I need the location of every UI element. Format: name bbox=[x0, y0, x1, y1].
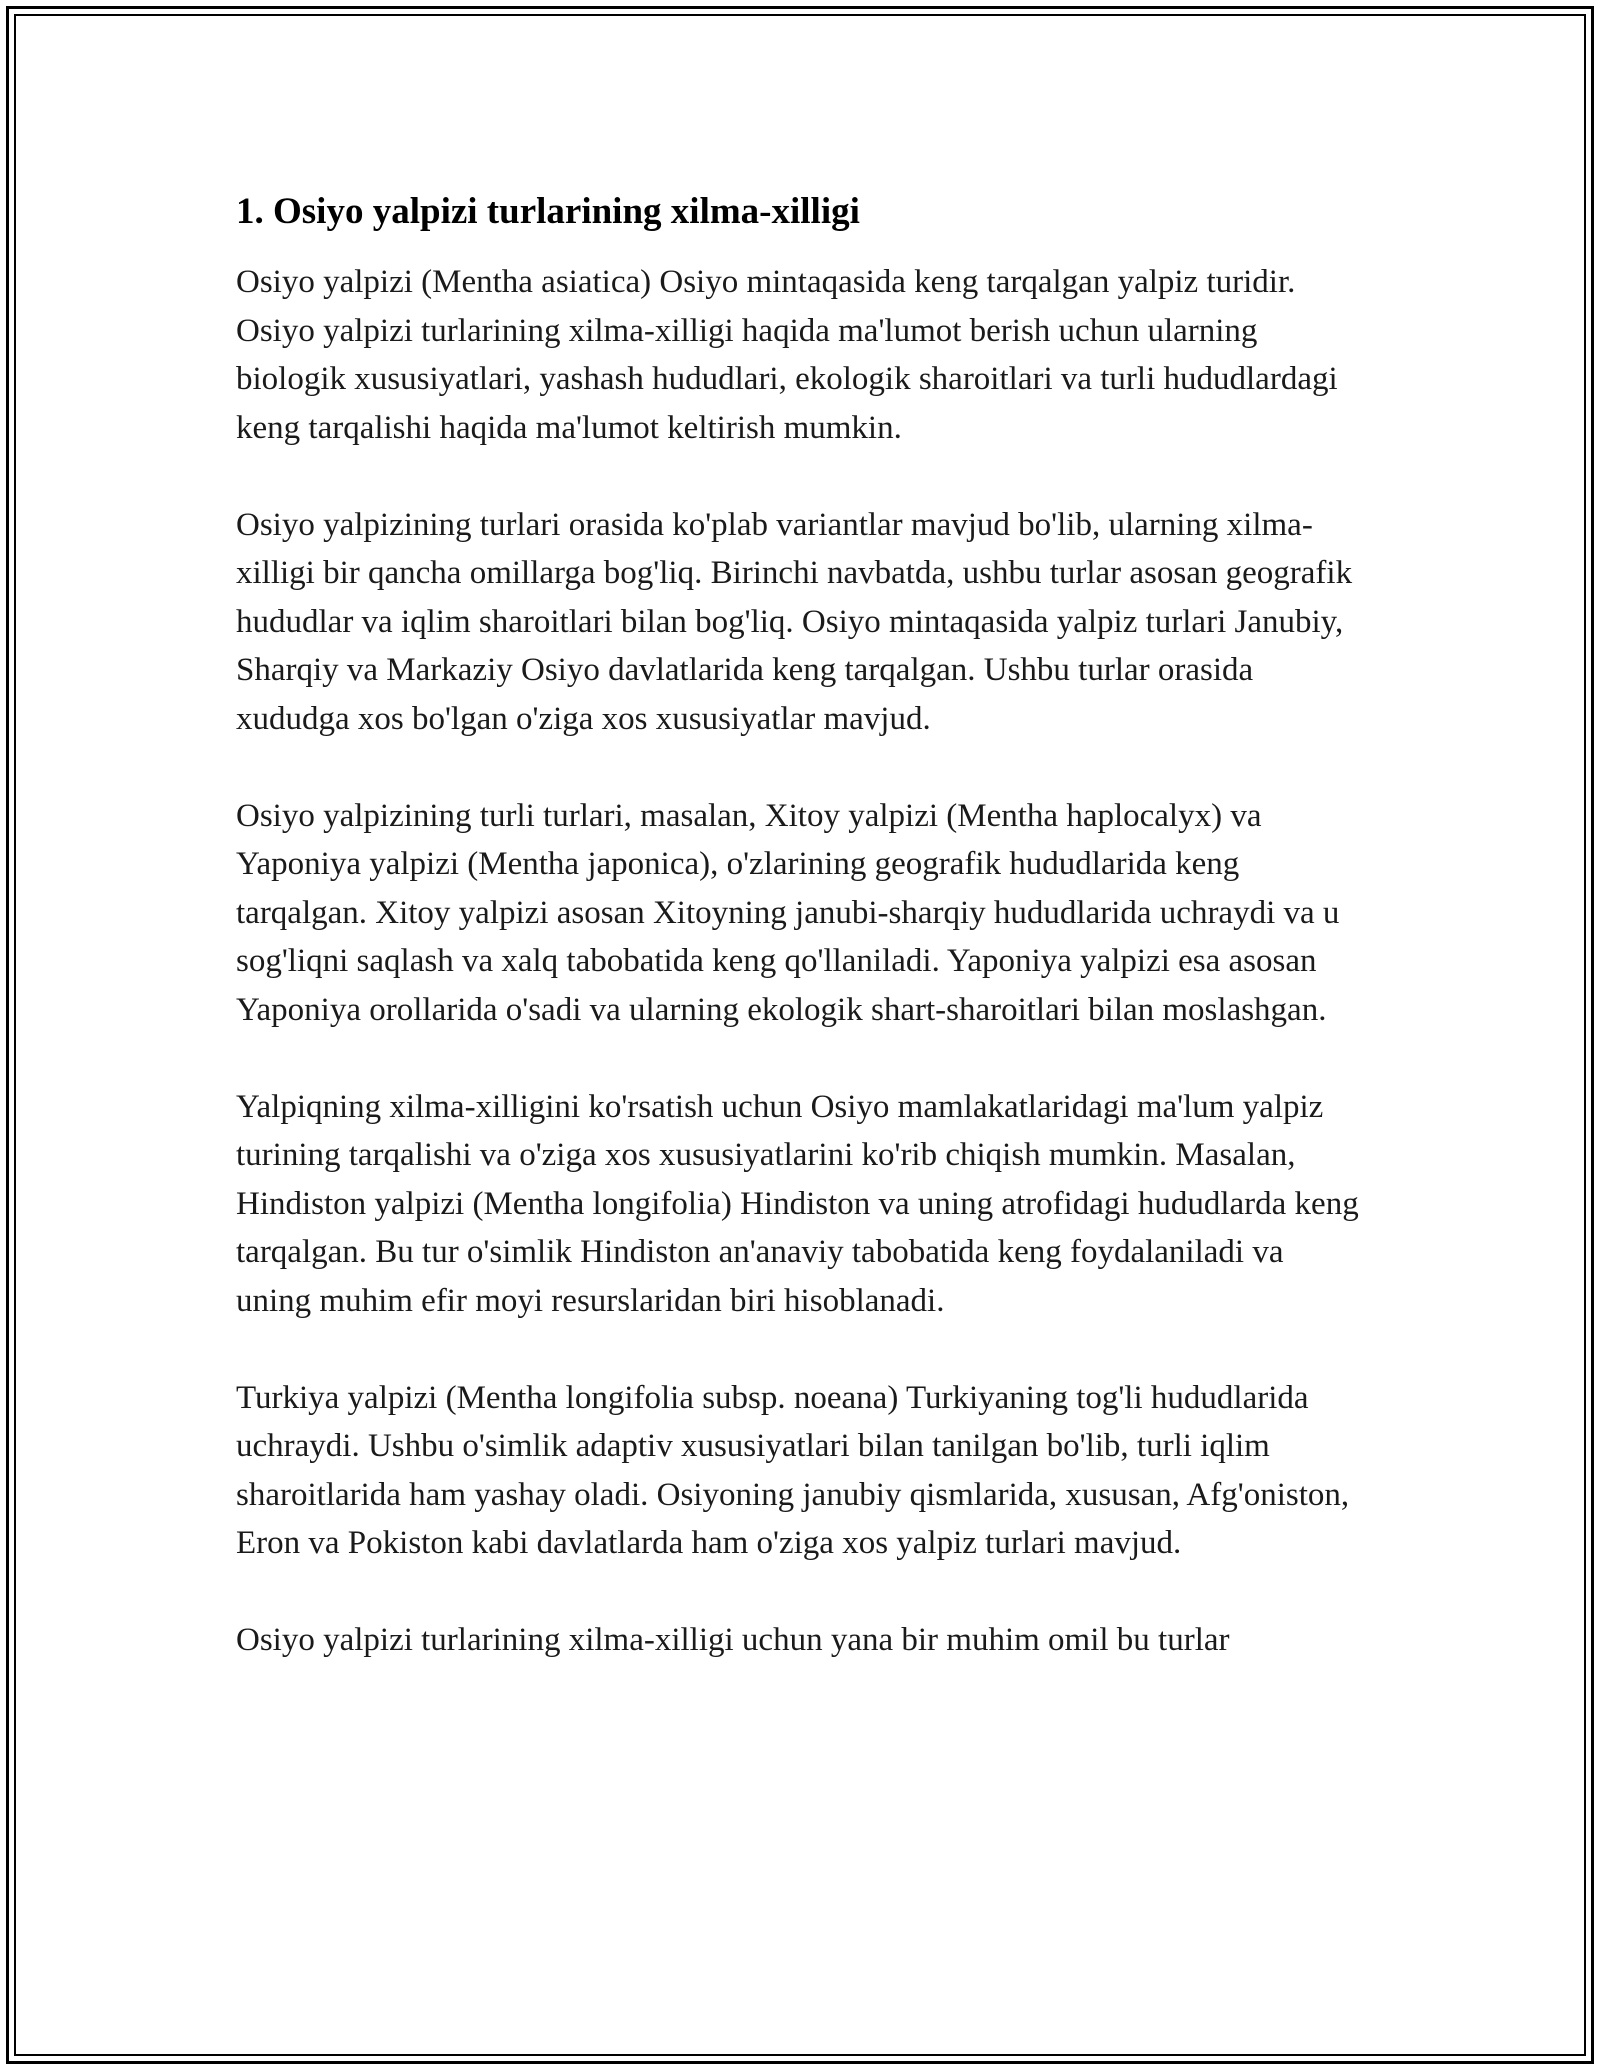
paragraph-4: Yalpiqning xilma-xilligini ko'rsatish uchun Osiyo mamlakatlaridagi ma'lum yalpiz turining tarqalishi va o'ziga xos xususiyatlarini ko'rib chiqish mumkin. Masalan, Hindiston yalpizi (Mentha longifolia) Hindiston va uning atrofidagi hududlarda keng tarqalgan. Bu tur o'simlik Hindiston an'anaviy tabobatida keng foydalaniladi va uning muhim efir moyi resurslaridan biri hisoblanadi. bbox=[236, 1088, 1359, 1319]
paragraph-1: Osiyo yalpizi (Mentha asiatica) Osiyo mintaqasida keng tarqalgan yalpiz turidir. Osiyo yalpizi turlarining xilma-xilligi haqida ma'lumot berish uchun ularning biologik xususiyatlari, yashash hududlari, ekologik sharoitlari va turli hududlardagi keng tarqalishi haqida ma'lumot keltirish mumkin. bbox=[236, 264, 1338, 446]
section-heading: 1. Osiyo yalpizi turlarining xilma-xilligi bbox=[236, 191, 860, 232]
paragraph-3: Osiyo yalpizining turli turlari, masalan, Xitoy yalpizi (Mentha haplocalyx) va Yaponiya yalpizi (Mentha japonica), o'zlarining geografik hududlarida keng tarqalgan. Xitoy yalpizi asosan Xitoyning janubi-sharqiy hududlarida uchraydi va u sog'liqni saqlash va xalq tabobatida keng qo'llaniladi. Yaponiya yalpizi esa asosan Yaponiya orollarida o'sadi va ularning ekologik shart-sharoitlari bilan moslashgan. bbox=[236, 797, 1340, 1028]
document-body bbox=[236, 186, 1366, 1713]
paragraph-5: Turkiya yalpizi (Mentha longifolia subsp. noeana) Turkiyaning tog'li hududlarida uchraydi. Ushbu o'simlik adaptiv xususiyatlari bilan tanilgan bo'lib, turli iqlim sharoitlarida ham yashay oladi. Osiyoning janubiy qismlarida, xususan, Afg'oniston, Eron va Pokiston kabi davlatlarda ham o'ziga xos yalpiz turlari mavjud. bbox=[236, 1379, 1350, 1561]
paragraph-6: Osiyo yalpizi turlarining xilma-xilligi uchun yana bir muhim omil bu turlar bbox=[236, 1622, 1230, 1658]
paragraph-2: Osiyo yalpizining turlari orasida ko'plab variantlar mavjud bo'lib, ularning xilma-xilligi bir qancha omillarga bog'liq. Birinchi navbatda, ushbu turlar asosan geografik hududlar va iqlim sharoitlari bilan bog'liq. Osiyo mintaqasida yalpiz turlari Janubiy, Sharqiy va Markaziy Osiyo davlatlarida keng tarqalgan. Ushbu turlar orasida xududga xos bo'lgan o'ziga xos xususiyatlar mavjud. bbox=[236, 506, 1353, 737]
